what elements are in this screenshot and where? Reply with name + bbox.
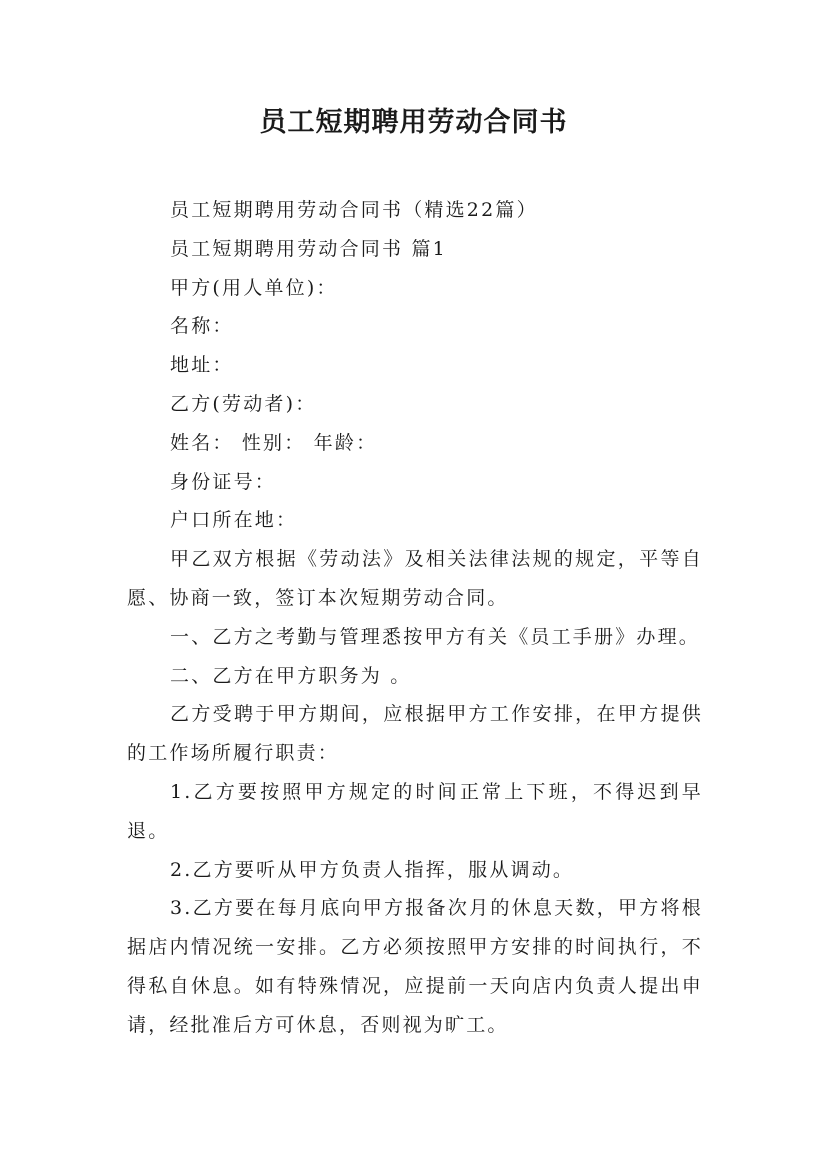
party-a-label: 甲方(用人单位)： <box>170 276 338 299</box>
document-title: 员工短期聘用劳动合同书 <box>259 107 568 138</box>
party-b-id-field: 身份证号： <box>170 470 277 493</box>
party-b-residence-field: 户口所在地： <box>170 509 298 532</box>
paragraph-duty-2: 2.乙方要听从甲方负责人指挥，服从调动。 <box>170 858 575 881</box>
paragraph-duty-3: 3.乙方要在每月底向甲方报备次月的休息天数，甲方将根据店内情况统一安排。乙方必须按照甲方安排的时间执行，不得私自休息。如有特殊情况，应提前一天向店内负责人提出申请，经批准后方可休息，否则视为旷工。 <box>127 897 703 1036</box>
document-body <box>127 191 703 1045</box>
party-b-personal-fields: 姓名： 性别： 年龄： <box>170 431 378 454</box>
paragraph-duties: 乙方受聘于甲方期间，应根据甲方工作安排，在甲方提供的工作场所履行职责： <box>127 703 703 765</box>
paragraph-clause-1: 一、乙方之考勤与管理悉按甲方有关《员工手册》办理。 <box>170 625 701 648</box>
paragraph-clause-2: 二、乙方在甲方职务为 。 <box>170 664 412 687</box>
document-subtitle: 员工短期聘用劳动合同书（精选22篇） <box>170 199 538 221</box>
paragraph-duty-1: 1.乙方要按照甲方规定的时间正常上下班，不得迟到早退。 <box>127 780 703 842</box>
party-a-address-field: 地址： <box>170 354 234 377</box>
paragraph-agreement: 甲乙双方根据《劳动法》及相关法律法规的规定，平等自愿、协商一致，签订本次短期劳动合同。 <box>127 548 703 609</box>
party-b-label: 乙方(劳动者)： <box>170 392 317 415</box>
party-a-name-field: 名称： <box>170 315 234 338</box>
section-heading: 员工短期聘用劳动合同书 篇1 <box>170 237 447 260</box>
